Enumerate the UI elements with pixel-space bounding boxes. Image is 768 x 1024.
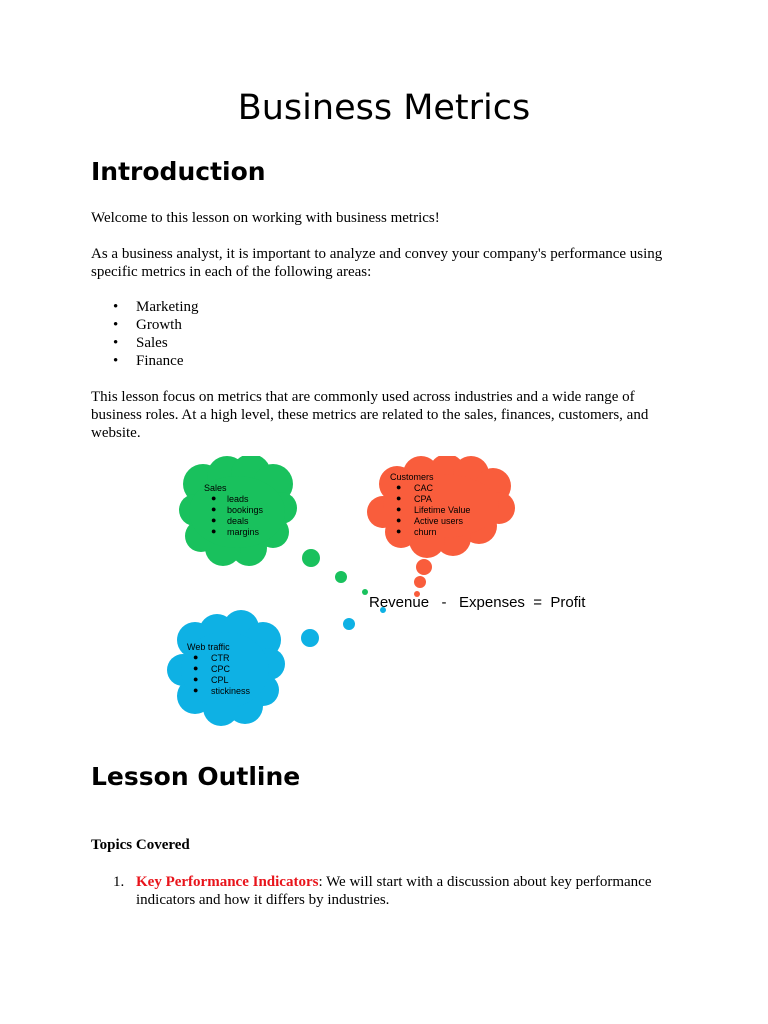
sales-item: leads	[227, 494, 249, 504]
introduction-heading: Introduction	[91, 157, 266, 186]
bullet-icon: ●	[396, 504, 402, 514]
customers-item: CPA	[414, 494, 432, 504]
web-traffic-cloud	[167, 610, 285, 726]
list-item: • Marketing	[91, 298, 198, 316]
bullet-icon: ●	[193, 685, 199, 695]
web-item: CTR	[211, 653, 230, 663]
customers-item: Lifetime Value	[414, 505, 471, 515]
item-number: 1.	[113, 874, 125, 890]
bullet-icon: ●	[396, 526, 402, 536]
lesson-focus-paragraph: This lesson focus on metrics that are commonly used across industries and a wide range of business roles. At a high level, these metrics are related to the sales, finances, customers, and website.	[91, 389, 649, 441]
bullet-icon: ●	[396, 515, 402, 525]
web-traffic-title: Web traffic	[187, 642, 230, 652]
bullet-icon: ●	[211, 526, 217, 536]
sales-item: deals	[227, 516, 249, 526]
customers-cloud	[367, 456, 515, 558]
sales-item: bookings	[227, 505, 264, 515]
bullet-icon: ●	[211, 493, 217, 503]
lesson-outline-heading: Lesson Outline	[91, 762, 301, 791]
web-item: CPC	[211, 664, 231, 674]
bullet-icon: ●	[211, 504, 217, 514]
customers-item: churn	[414, 527, 437, 537]
topics-list	[91, 873, 691, 909]
list-item: • Finance	[91, 352, 198, 370]
list-item	[91, 873, 691, 909]
metrics-diagram	[165, 456, 610, 728]
profit-equation: Revenue - Expenses = Profit	[369, 594, 586, 611]
web-item: CPL	[211, 675, 229, 685]
areas-list	[91, 298, 198, 370]
kpi-description: : We will start with a discussion about key performance indicators and how it differs by industries.	[136, 874, 652, 908]
bullet-icon: ●	[193, 674, 199, 684]
document-title: Business Metrics	[237, 88, 531, 128]
kpi-term: Key Performance Indicators	[136, 874, 319, 890]
analyst-paragraph: As a business analyst, it is important to analyze and convey your company's performance using specific metrics in each of the following areas:	[91, 246, 663, 280]
sales-item: margins	[227, 527, 260, 537]
bullet-icon: ●	[396, 493, 402, 503]
bullet-icon: ●	[193, 652, 199, 662]
list-item: • Sales	[91, 334, 198, 352]
topics-covered-label: Topics Covered	[91, 837, 190, 853]
bullet-icon: ●	[396, 482, 402, 492]
customers-item: Active users	[414, 516, 464, 526]
customers-item: CAC	[414, 483, 434, 493]
sales-title: Sales	[204, 483, 227, 493]
welcome-paragraph: Welcome to this lesson on working with business metrics!	[91, 210, 440, 226]
list-item: • Growth	[91, 316, 198, 334]
bullet-icon: ●	[193, 663, 199, 673]
sales-cloud	[179, 456, 297, 566]
customers-title: Customers	[390, 472, 434, 482]
web-item: stickiness	[211, 686, 251, 696]
bullet-icon: ●	[211, 515, 217, 525]
